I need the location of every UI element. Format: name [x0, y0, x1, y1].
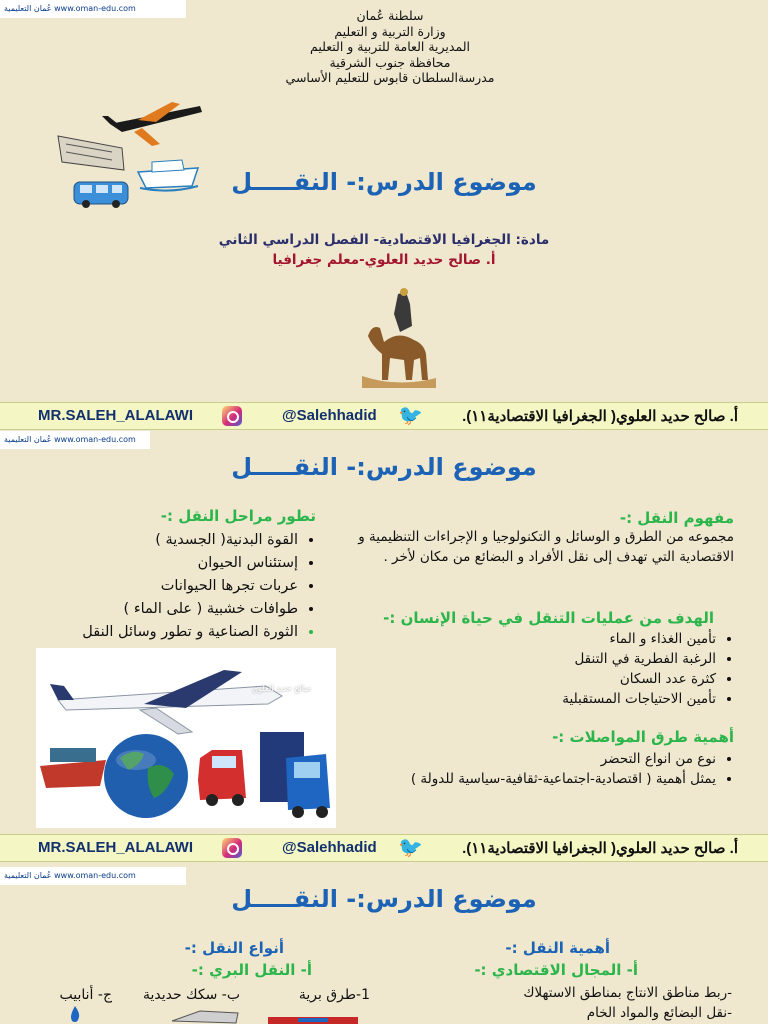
footer-bar [0, 834, 768, 862]
subject-line: مادة: الجغرافيا الاقتصادية- الفصل الدراسي الثاني [218, 232, 550, 248]
watermark: www.oman-edu.com عُمان التعليمية [0, 0, 186, 18]
concept-heading: مفهوم النقل :- [619, 509, 734, 527]
slide-3 [0, 863, 768, 1024]
bus-icon [268, 1017, 358, 1024]
flame-icon [68, 1005, 82, 1023]
header-line: مدرسةالسلطان قابوس للتعليم الأساسي [285, 70, 495, 85]
types-heading: أنواع النقل :- [184, 939, 284, 957]
airplane-icon [50, 670, 282, 734]
importance-list [316, 749, 734, 789]
stages-list [8, 529, 316, 644]
importance-heading: أهمية النقل :- [505, 939, 610, 957]
airplane-icon [102, 102, 202, 146]
watermark: www.oman-edu.com عُمان التعليمية [0, 867, 186, 885]
watermark: www.oman-edu.com عُمان التعليمية [0, 431, 150, 449]
slide2-title: موضوع الدرس:- النقـــــل [231, 453, 537, 481]
globe-icon [104, 734, 188, 818]
twitter-handle[interactable]: @Salehhadid [282, 839, 377, 856]
camel-rider-icon [358, 284, 440, 390]
header-line: المديرية العامة للتربية و التعليم [310, 39, 470, 54]
land-item: ب- سكك حديدية [142, 987, 240, 1003]
list-item: • القوة البدنية( الجسدية ) [8, 529, 298, 552]
concept-text: مجموعه من الطرق و الوسائل و التكنولوجيا و الإجراءات التنظيمية و الاقتصادية التي تهدف إلى نقل الأفراد و البضائع من مكان لأخر . [358, 529, 734, 565]
list-item: • يمثل أهمية ( اقتصادية-اجتماعية-ثقافية-سياسية للدولة ) [316, 769, 716, 789]
twitter-handle[interactable]: @Salehhadid [282, 407, 377, 424]
importance-heading: أهمية طرق المواصلات :- [552, 728, 734, 746]
land-item: ج- أنابيب [59, 987, 112, 1003]
slide-2 [0, 431, 768, 828]
instagram-icon[interactable] [222, 406, 242, 426]
footer-credit: أ. صالح حديد العلوي( الجغرافيا الاقتصادية١١). [462, 840, 738, 857]
train-icon [170, 1007, 240, 1024]
header-line: محافظة جنوب الشرقية [329, 54, 451, 70]
land-heading: أ- النقل البري :- [191, 961, 312, 979]
slide-1 [0, 0, 768, 400]
footer-credit: أ. صالح حديد العلوي( الجغرافيا الاقتصادية١١). [462, 408, 738, 425]
list-item: • عربات تجرها الحيوانات [8, 575, 298, 598]
economic-heading: أ- المجال الاقتصادي :- [474, 961, 638, 979]
transport-illustration [36, 648, 336, 828]
header-line: سلطنة عُمان [356, 8, 424, 23]
header-line: وزارة التربية و التعليم [334, 23, 446, 39]
list-item: • كثرة عدد السكان [396, 669, 716, 689]
list-item: • الرغبة الفطرية في التنقل [396, 649, 716, 669]
slide3-title: موضوع الدرس:- النقـــــل [231, 885, 537, 913]
list-item: • نوع من انواع التحضر [316, 749, 716, 769]
transport-image [36, 648, 336, 828]
footer-bar [0, 402, 768, 430]
image-caption: صالح حديد العلوي [252, 684, 312, 693]
truck-icon [260, 732, 330, 818]
list-item: • تأمين الاحتياجات المستقبلية [396, 689, 716, 709]
van-icon [198, 750, 246, 806]
list-item: • طوافات خشبية ( على الماء ) [8, 598, 298, 621]
instagram-handle[interactable]: MR.SALEH_ALALAWI [38, 407, 193, 424]
list-item: • إستئناس الحيوان [8, 552, 298, 575]
goal-heading: الهدف من عمليات التنقل في حياة الإنسان :- [383, 609, 714, 627]
teacher-line: أ. صالح حديد العلوي-معلم جغرافيا [272, 252, 496, 268]
ship-icon [40, 748, 106, 788]
list-item: • الثورة الصناعية و تطور وسائل النقل [8, 621, 298, 644]
list-item: • تأمين الغذاء و الماء [396, 629, 716, 649]
economic-item: -ربط مناطق الانتاج بمناطق الاستهلاك [523, 985, 732, 1001]
ministry-header [260, 8, 520, 86]
instagram-handle[interactable]: MR.SALEH_ALALAWI [38, 839, 193, 856]
land-item: 1-طرق برية [298, 987, 370, 1003]
twitter-icon[interactable]: 🐦 [398, 405, 423, 427]
stages-heading: تطور مراحل النقل :- [160, 507, 316, 525]
economic-item: -نقل البضائع والمواد الخام [586, 1005, 732, 1021]
goal-list [396, 629, 734, 709]
slide1-title: موضوع الدرس:- النقـــــل [231, 168, 537, 196]
train-icon [58, 136, 124, 170]
instagram-icon[interactable] [222, 838, 242, 858]
twitter-icon[interactable]: 🐦 [398, 837, 423, 859]
